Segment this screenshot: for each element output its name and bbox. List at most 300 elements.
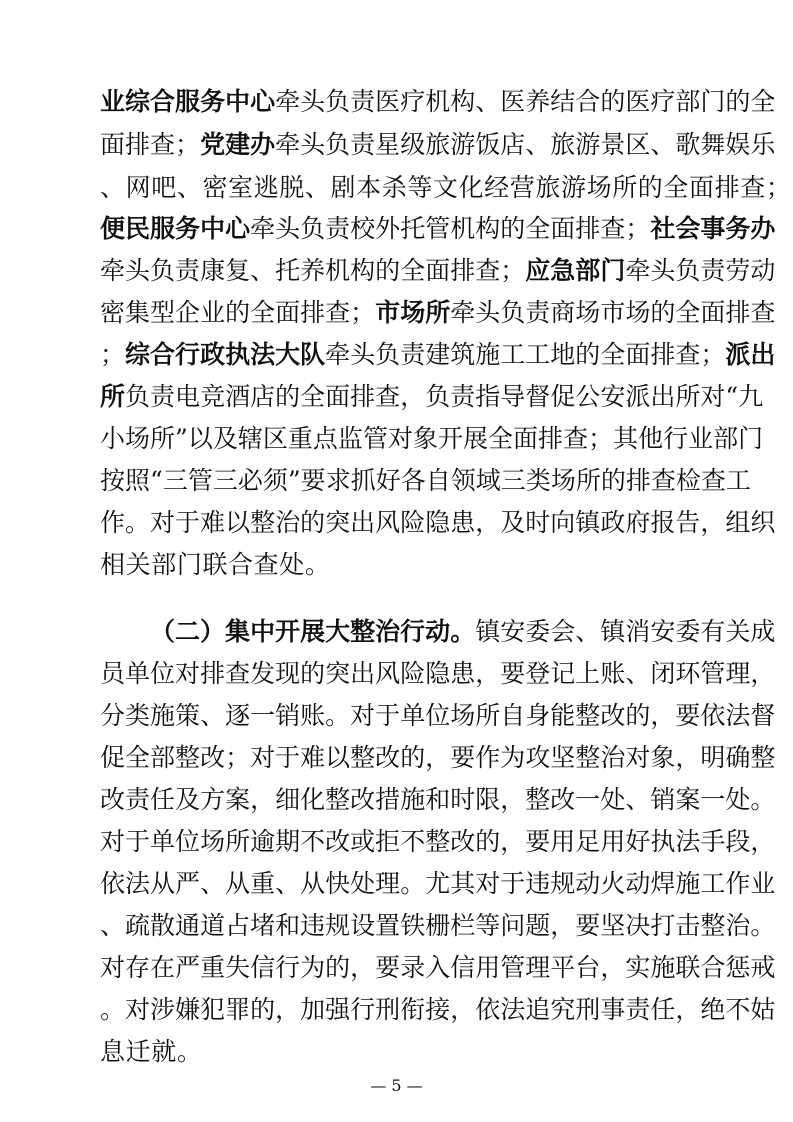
text-char: 作	[100, 508, 126, 537]
text-char: 施	[150, 701, 176, 730]
text-char: ，	[250, 785, 276, 814]
text-char: 、	[304, 173, 331, 202]
text-char: 法	[675, 827, 701, 856]
text-line	[100, 906, 776, 946]
text-char: 突	[325, 659, 351, 688]
text-char: ；	[500, 256, 526, 285]
text-char: 剧	[330, 173, 357, 202]
text-char: 法	[725, 701, 751, 730]
text-char: 单	[150, 827, 176, 856]
text-char: 密	[202, 173, 229, 202]
text-char: 、	[200, 701, 226, 730]
text-char: 位	[150, 659, 176, 688]
text-char: 头	[125, 256, 151, 285]
text-char: 事	[600, 995, 626, 1024]
text-char: 部	[151, 550, 177, 579]
text-char: 改	[100, 785, 126, 814]
text-char: ；	[350, 298, 376, 327]
text-char: 整	[425, 827, 451, 856]
text-char: 法	[125, 869, 151, 898]
text-char: 、	[625, 659, 651, 688]
text-char: 疗	[650, 87, 676, 116]
text-char: 委	[675, 617, 701, 646]
text-char: 对	[175, 659, 201, 688]
bold-text: 市	[375, 298, 401, 327]
text-line	[100, 419, 764, 459]
text-char: ；	[225, 743, 251, 772]
text-char: 业	[688, 424, 714, 453]
text-char: 理	[525, 953, 551, 982]
text-char: 政	[600, 508, 626, 537]
text-char: 登	[525, 659, 551, 688]
text-char: 改	[200, 743, 226, 772]
text-char: 所	[675, 382, 701, 411]
text-char: 行	[350, 995, 376, 1024]
text-char: 外	[375, 214, 401, 243]
text-char: 电	[175, 382, 201, 411]
text-char: 依	[700, 701, 726, 730]
text-char: “	[725, 382, 739, 411]
text-char: 须	[262, 466, 288, 495]
text-char: 要	[525, 827, 551, 856]
text-char: 管	[362, 424, 388, 453]
text-char: 坚	[600, 911, 626, 940]
text-char: 对	[387, 424, 413, 453]
text-char: 入	[425, 953, 451, 982]
text-line	[100, 335, 776, 375]
text-char: 头	[275, 214, 301, 243]
text-line	[100, 696, 776, 736]
text-char: 排	[300, 298, 326, 327]
text-char: 账	[300, 701, 326, 730]
text-line	[100, 168, 792, 208]
text-char: 、	[525, 130, 551, 159]
text-char: 堵	[250, 911, 276, 940]
text-char: 派	[625, 382, 651, 411]
text-char: 开	[437, 424, 463, 453]
text-char: 施	[675, 869, 701, 898]
bold-text: 应	[525, 256, 551, 285]
text-char: 及	[212, 424, 238, 453]
text-char: 的	[637, 173, 664, 202]
text-char: 经	[484, 173, 510, 202]
text-char: 组	[725, 508, 751, 537]
text-line	[100, 209, 776, 249]
text-char: 于	[275, 743, 301, 772]
text-char: 安	[500, 617, 526, 646]
text-char: 象	[412, 424, 438, 453]
text-char: 拒	[375, 827, 401, 856]
text-char: 能	[550, 701, 576, 730]
text-char: 责	[700, 256, 726, 285]
text-char: 牵	[100, 256, 126, 285]
text-char: 查	[750, 298, 776, 327]
text-char: 镇	[475, 617, 501, 646]
text-char: 负	[325, 130, 351, 159]
text-char: 严	[175, 869, 201, 898]
text-char: 查	[700, 466, 726, 495]
text-char: 化	[300, 785, 326, 814]
text-char: 各	[400, 466, 426, 495]
text-char: 细	[275, 785, 301, 814]
text-line	[100, 864, 776, 904]
text-char: 自	[425, 466, 451, 495]
bold-text: （	[150, 617, 176, 646]
text-char: 规	[550, 869, 576, 898]
text-char: 消	[625, 617, 651, 646]
text-char: 查	[253, 550, 280, 579]
text-char: 筑	[450, 340, 476, 369]
text-char: 记	[550, 659, 576, 688]
text-char: 疏	[125, 911, 151, 940]
bold-text: 急	[550, 256, 576, 285]
text-char: 通	[175, 911, 201, 940]
text-char: 究	[550, 995, 576, 1024]
text-line	[100, 377, 764, 417]
bold-text: 中	[225, 87, 251, 116]
text-char: 改	[325, 827, 351, 856]
text-char: 头	[350, 340, 376, 369]
bold-text: 建	[225, 130, 251, 159]
text-char: 的	[650, 298, 676, 327]
text-char: ，	[475, 659, 501, 688]
text-char: 措	[375, 785, 401, 814]
text-char: 及	[500, 508, 526, 537]
text-char: 九	[738, 382, 764, 411]
text-char: 分	[100, 701, 126, 730]
text-char: 的	[275, 382, 301, 411]
text-line	[100, 545, 700, 585]
text-char: 依	[100, 869, 126, 898]
text-char: ，	[600, 953, 626, 982]
text-char: 责	[175, 256, 201, 285]
text-char: 医	[625, 87, 651, 116]
bold-text: 业	[100, 87, 126, 116]
text-char: 、	[100, 911, 126, 940]
text-char: 头	[475, 298, 501, 327]
text-char: 责	[450, 382, 476, 411]
text-char: 出	[350, 508, 376, 537]
text-char: 理	[725, 659, 751, 688]
text-char: 工	[525, 340, 551, 369]
text-char: 查	[475, 256, 501, 285]
text-char: ，	[425, 743, 451, 772]
text-char: 。	[750, 911, 776, 940]
text-char: 场	[625, 298, 651, 327]
text-char: 要	[575, 911, 601, 940]
text-char: 明	[700, 743, 726, 772]
text-char: 惩	[725, 953, 751, 982]
bold-text: 心	[250, 87, 276, 116]
text-char: 对	[700, 382, 726, 411]
text-char: 负	[300, 214, 326, 243]
text-char: 不	[300, 827, 326, 856]
text-line	[100, 780, 776, 820]
text-char: ；	[588, 424, 614, 453]
text-char: 展	[463, 424, 489, 453]
text-char: 乐	[750, 130, 776, 159]
text-char: 等	[475, 911, 501, 940]
text-char: 要	[300, 466, 326, 495]
text-char: 处	[350, 869, 376, 898]
text-char: 督	[750, 701, 776, 730]
text-char: 查	[650, 466, 676, 495]
text-char: 合	[700, 953, 726, 982]
text-char: 段	[725, 827, 751, 856]
text-char: 重	[287, 424, 313, 453]
text-char: 的	[600, 87, 626, 116]
text-char: 密	[100, 298, 126, 327]
text-char: 好	[375, 466, 401, 495]
text-char: 公	[575, 382, 601, 411]
text-char: 出	[650, 382, 676, 411]
text-char: 复	[225, 256, 251, 285]
text-char: 患	[450, 508, 476, 537]
text-char: 于	[125, 827, 151, 856]
text-char: ；	[765, 173, 792, 202]
text-char: 迁	[125, 1037, 152, 1066]
text-char: ，	[675, 995, 701, 1024]
text-char: 作	[725, 869, 751, 898]
text-char: 要	[375, 953, 401, 982]
text-char: 、	[650, 130, 676, 159]
bold-text: 综	[125, 340, 151, 369]
text-char: 整	[575, 743, 601, 772]
text-char: 。	[400, 869, 426, 898]
text-char: 逐	[225, 701, 251, 730]
bold-text: 便	[100, 214, 126, 243]
text-char: 强	[325, 995, 351, 1024]
text-char: 全	[663, 173, 690, 202]
bold-text: 出	[750, 340, 776, 369]
text-char: 重	[200, 953, 226, 982]
text-char: 置	[375, 911, 401, 940]
text-char: 面	[625, 340, 651, 369]
text-char: 酒	[225, 382, 251, 411]
text-char: 从	[300, 869, 326, 898]
text-char: 其	[613, 424, 639, 453]
page-number: — 5 —	[370, 1076, 423, 1095]
bold-text: 社	[650, 214, 676, 243]
bold-text: 事	[700, 214, 726, 243]
text-char: 全	[750, 87, 776, 116]
text-char: 突	[325, 508, 351, 537]
text-char: 检	[675, 466, 701, 495]
text-char: 任	[150, 785, 176, 814]
text-char: 疗	[400, 87, 426, 116]
text-char: 促	[100, 743, 126, 772]
bold-text: 执	[225, 340, 251, 369]
text-char: 部	[675, 87, 701, 116]
text-char: 合	[228, 550, 254, 579]
text-char: ，	[750, 827, 776, 856]
text-char: 攻	[525, 743, 551, 772]
text-char: 施	[475, 340, 501, 369]
text-char: 栅	[425, 911, 451, 940]
text-char: 的	[250, 995, 276, 1024]
text-char: ；	[625, 214, 651, 243]
text-char: 责	[400, 340, 426, 369]
text-char: 面	[100, 130, 126, 159]
text-char: 面	[325, 382, 351, 411]
text-char: 整	[175, 743, 201, 772]
text-char: 存	[125, 953, 151, 982]
text-char: 化	[458, 173, 485, 202]
bold-text: 派	[725, 340, 751, 369]
text-char: 求	[325, 466, 351, 495]
text-char: 散	[150, 911, 176, 940]
text-char: 舞	[700, 130, 726, 159]
text-char: 施	[650, 953, 676, 982]
text-char: 杀	[381, 173, 408, 202]
text-char: 负	[375, 340, 401, 369]
text-char: ，	[675, 743, 701, 772]
text-line	[100, 82, 776, 122]
text-char: 托	[275, 256, 301, 285]
text-line	[150, 612, 776, 652]
text-char: 员	[100, 659, 126, 688]
bold-text: 心	[225, 214, 251, 243]
text-char: 治	[600, 743, 626, 772]
text-char: 养	[525, 87, 551, 116]
text-char: 险	[400, 659, 426, 688]
text-char: 镇	[600, 617, 626, 646]
text-char: 督	[525, 382, 551, 411]
text-char: 道	[200, 911, 226, 940]
text-char: 区	[262, 424, 288, 453]
text-char: ，	[500, 827, 526, 856]
text-char: 动	[625, 869, 651, 898]
text-char: 要	[675, 701, 701, 730]
text-char: 对	[475, 869, 501, 898]
bold-text: 务	[200, 87, 226, 116]
text-char: 。	[325, 701, 351, 730]
text-char: 辖	[237, 424, 263, 453]
text-char: 风	[375, 508, 401, 537]
text-char: 任	[650, 995, 676, 1024]
bold-text: 综	[125, 87, 151, 116]
bold-text: 中	[250, 617, 276, 646]
text-char: 织	[750, 508, 776, 537]
text-char: 管	[187, 466, 213, 495]
text-char: 吧	[151, 173, 177, 202]
text-char: 信	[250, 953, 276, 982]
text-char: 于	[175, 508, 201, 537]
text-char: 患	[450, 659, 476, 688]
text-char: 行	[275, 953, 301, 982]
text-char: 时	[450, 785, 476, 814]
text-char: 机	[325, 256, 351, 285]
text-char: 改	[350, 785, 376, 814]
text-line	[100, 293, 776, 333]
text-char: 医	[500, 87, 526, 116]
text-char: 衔	[400, 995, 426, 1024]
text-char: 刑	[575, 995, 601, 1024]
text-char: 劳	[725, 256, 751, 285]
text-char: 监	[337, 424, 363, 453]
text-char: 的	[300, 508, 326, 537]
text-char: 要	[500, 659, 526, 688]
text-char: 上	[575, 659, 601, 688]
text-char: 面	[550, 214, 576, 243]
text-char: 于	[375, 701, 401, 730]
text-char: 期	[275, 827, 301, 856]
text-char: 难	[300, 743, 326, 772]
text-char: 所	[475, 701, 501, 730]
text-char: 商	[550, 298, 576, 327]
text-char: 竞	[200, 382, 226, 411]
text-char: 部	[713, 424, 739, 453]
text-char: 府	[625, 508, 651, 537]
text-char: 营	[509, 173, 536, 202]
bold-text: 务	[175, 214, 201, 243]
bold-text: 集	[225, 617, 251, 646]
text-char: 对	[150, 508, 176, 537]
text-char: 重	[250, 869, 276, 898]
text-char: 头	[650, 256, 676, 285]
text-char: 身	[525, 701, 551, 730]
text-char: 以	[225, 508, 251, 537]
text-char: 结	[550, 87, 576, 116]
text-char: 加	[300, 995, 326, 1024]
text-char: 机	[425, 87, 451, 116]
text-char: 面	[275, 298, 301, 327]
text-char: 接	[425, 995, 451, 1024]
text-char: 设	[350, 911, 376, 940]
text-char: 镇	[575, 508, 601, 537]
text-char: 游	[560, 173, 587, 202]
text-char: 所	[150, 424, 176, 453]
text-char: 对	[250, 743, 276, 772]
text-char: 地	[550, 340, 576, 369]
text-char: 涉	[150, 995, 176, 1024]
text-char: 策	[175, 701, 201, 730]
text-char: 全	[600, 340, 626, 369]
text-char: 动	[750, 256, 776, 285]
text-char: 相	[100, 550, 126, 579]
text-char: 牵	[275, 87, 301, 116]
text-char: 负	[675, 256, 701, 285]
text-char: 工	[500, 340, 526, 369]
text-char: 对	[125, 995, 151, 1024]
text-char: 三	[212, 466, 238, 495]
text-char: 全	[525, 214, 551, 243]
text-char: 业	[750, 869, 776, 898]
text-char: 动	[575, 869, 601, 898]
text-char: 业	[200, 298, 226, 327]
text-char: 案	[225, 785, 251, 814]
bold-text: 门	[600, 256, 626, 285]
text-char: 查	[150, 130, 176, 159]
text-char: 查	[563, 424, 589, 453]
bold-text: 部	[575, 256, 601, 285]
text-char: 负	[125, 382, 151, 411]
text-char: 。	[100, 995, 126, 1024]
text-char: 规	[325, 911, 351, 940]
text-char: 工	[700, 869, 726, 898]
text-char: 执	[650, 827, 676, 856]
text-char: 账	[600, 659, 626, 688]
text-char: 用	[550, 827, 576, 856]
text-char: 用	[475, 953, 501, 982]
text-char: 排	[650, 340, 676, 369]
text-char: 查	[675, 340, 701, 369]
bold-text: 治	[375, 617, 401, 646]
text-char: 案	[675, 785, 701, 814]
text-char: 医	[375, 87, 401, 116]
text-char: 题	[525, 911, 551, 940]
text-char: 所	[612, 173, 638, 202]
